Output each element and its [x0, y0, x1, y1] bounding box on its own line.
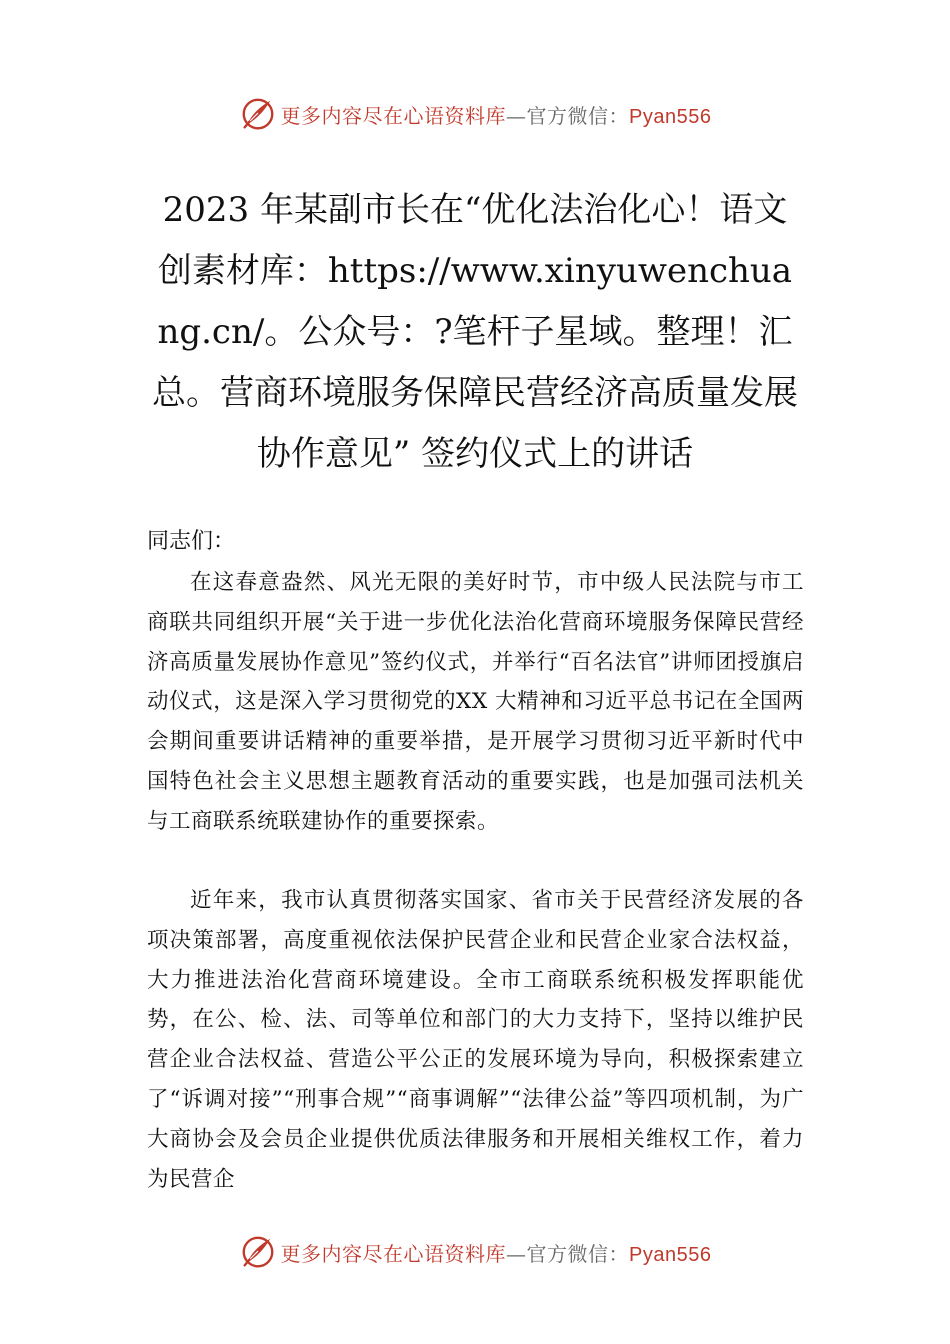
- quill-pen-logo-icon: [239, 1233, 277, 1271]
- body-paragraph: 在这春意盎然、风光无限的美好时节，市中级人民法院与市工商联共同组织开展“关于进一步优化法治化营商环境服务保障民营经济高质量发展协作意见”签约仪式，并举行“百名法官”讲师团授旗启动仪式，这是深入学习贯彻党的XX 大精神和习近平总书记在全国两会期间重要讲话精神的重要举措，是开展学习贯彻习近平新时代中国特色社会主义思想主题教育活动的重要实践，也是加强司法机关与工商联系统联建协作的重要探索。: [147, 570, 804, 834]
- header-banner: [0, 92, 950, 136]
- banner-wechat-label: —官方微信：: [506, 103, 630, 128]
- body-paragraph: 近年来，我市认真贯彻落实国家、省市关于民营经济发展的各项决策部署，高度重视依法保护民营企业和民营企业家合法权益，大力推进法治化营商环境建设。全市工商联系统积极发挥职能优势，在公、检、法、司等单位和部门的大力支持下，坚持以维护民营企业合法权益、营造公平公正的发展环境为导向，积极探索建立了“诉调对接”“刑事合规”“商事调解”“法律公益”等四项机制，为广大商协会及会员企业提供优质法律服务和开展相关维权工作，着力为民营企: [147, 888, 804, 1192]
- banner-text: [281, 100, 712, 129]
- footer-banner: [0, 1230, 950, 1274]
- banner-wechat-id: Pyan556: [629, 105, 712, 128]
- banner-text: [281, 1238, 712, 1267]
- banner-wechat-label: —官方微信：: [506, 1241, 630, 1266]
- quill-pen-logo-icon: [239, 95, 277, 133]
- banner-brand: 更多内容尽在心语资料库: [280, 1241, 507, 1266]
- banner-brand: 更多内容尽在心语资料库: [280, 103, 507, 128]
- document-title: 2023 年某副市长在“优化法治化心！语文创素材库：https://www.xinyuwenchuang.cn/。公众号：?笔杆子星域。整理！汇总。营商环境服务保障民营经济高质量发展协作意见” 签约仪式上的讲话: [152, 190, 798, 474]
- salutation: 同志们：: [147, 529, 236, 554]
- banner-wechat-id: Pyan556: [629, 1243, 712, 1266]
